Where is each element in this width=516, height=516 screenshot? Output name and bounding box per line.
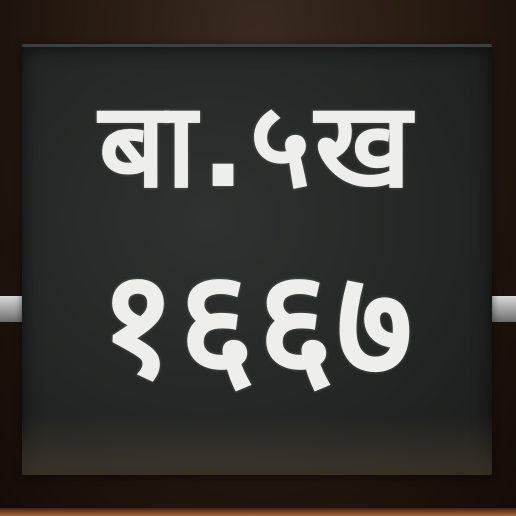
vehicle-body-edge — [0, 508, 516, 516]
plate-zone-series: बा.५ख — [98, 76, 416, 214]
plate-dirt — [22, 415, 492, 475]
license-plate — [22, 44, 492, 475]
plate-number: १६६७ — [99, 238, 415, 410]
